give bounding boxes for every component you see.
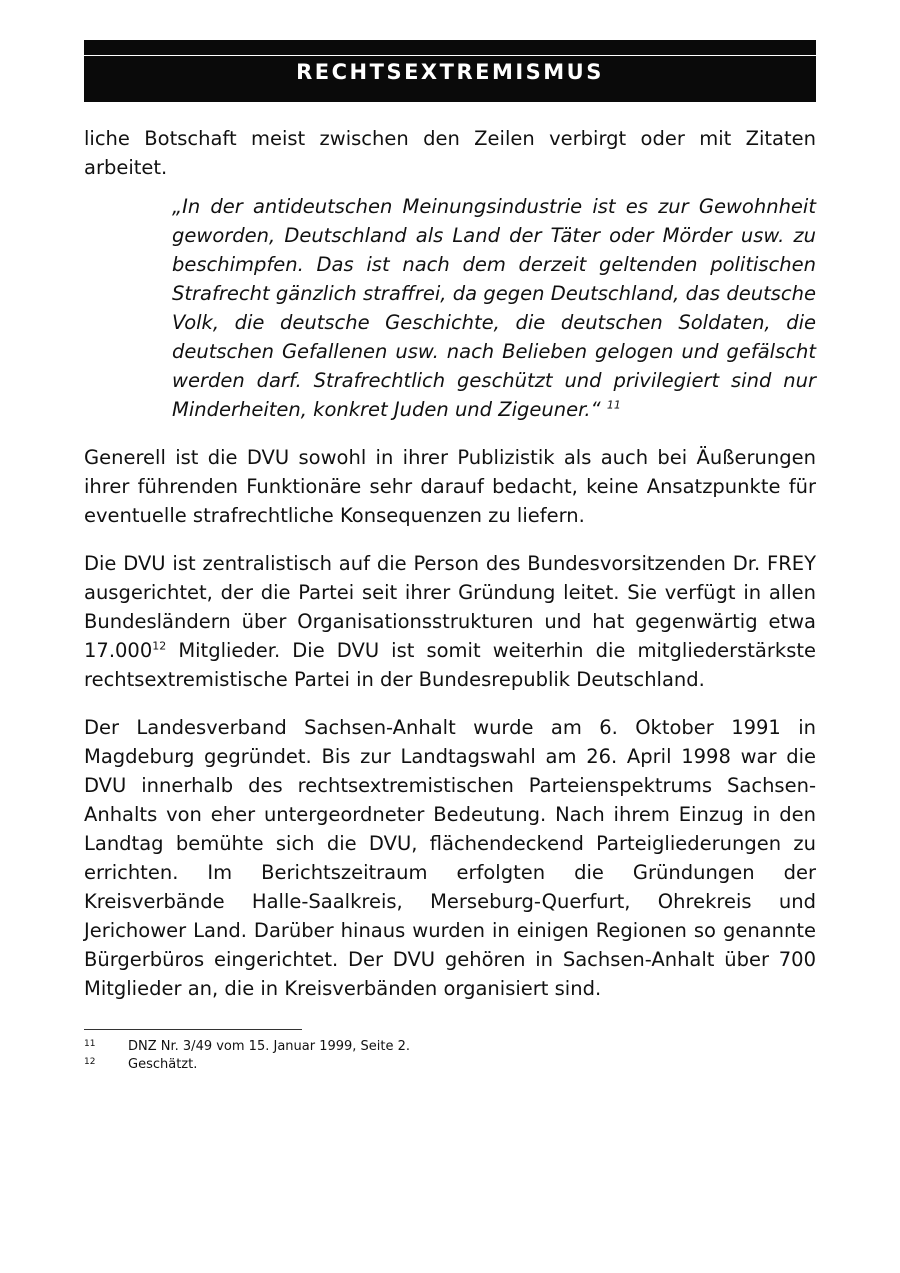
paragraph-text: Die DVU ist zentralistisch auf die Person des Bundesvorsitzenden Dr. FREY ausgerichtet, der die Partei seit ihrer Gründung leitet. Sie verfügt in allen Bundesländern über Organisationsstrukturen und hat gegenwärtig etwa 17.000 [84, 552, 816, 662]
footnote [84, 1056, 816, 1074]
paragraph-landesverband: Der Landesverband Sachsen-Anhalt wurde am 6. Oktober 1991 in Magdeburg gegründet. Bis zur Landtagswahl am 26. April 1998 war die DVU innerhalb des rechtsextremistischen Parteienspektrums Sachsen-Anhalts von eher untergeordneter Bedeutung. Nach ihrem Einzug in den Landtag bemühte sich die DVU, flächendeckend Parteigliederungen zu errichten. Im Berichtszeitraum erfolgten die Gründungen der Kreisverbände Halle-Saalkreis, Merseburg-Querfurt, Ohrekreis und Jerichower Land. Darüber hinaus wurden in einigen Regionen so genannte Bürgerbüros eingerichtet. Der DVU gehören in Sachsen-Anhalt über 700 Mitglieder an, die in Kreisverbänden organisiert sind. [84, 716, 816, 1000]
footnote [84, 1038, 816, 1056]
footnote-text: DNZ Nr. 3/49 vom 15. Januar 1999, Seite 2. [128, 1039, 411, 1054]
section-header [84, 40, 816, 102]
paragraph-continuation: liche Botschaft meist zwischen den Zeilen verbirgt oder mit Zitaten arbeitet. [84, 127, 816, 179]
footnotes [84, 1038, 816, 1074]
footnote-text: Geschätzt. [128, 1057, 198, 1072]
section-title: RECHTSEXTREMISMUS [296, 60, 604, 84]
document-page [84, 40, 816, 1074]
footnote-rule [84, 1029, 302, 1030]
footnote-ref-12: 12 [152, 639, 167, 653]
header-rule [84, 55, 816, 56]
paragraph-text: Mitglieder. Die DVU ist somit weiterhin die mitgliederstärkste rechtsextremistische Partei in der Bundesrepublik Deutschland. [84, 639, 816, 691]
paragraph-dvu-structure [84, 549, 816, 694]
quote-text: „In der antideutschen Meinungsindustrie ist es zur Gewohnheit geworden, Deutschland als Land der Täter oder Mörder usw. zu beschimpfen. Das ist nach dem derzeit geltenden politischen Strafrecht gänzlich straffrei, da gegen Deutschland, das deutsche Volk, die deutsche Geschichte, die deutschen Soldaten, die deutschen Gefallenen usw. nach Belieben gelogen und gefälscht werden darf. Strafrechtlich geschützt und privilegiert sind nur Minderheiten, konkret Juden und Zigeuner.“ [172, 195, 816, 421]
footnote-ref-11: 11 [606, 398, 621, 412]
block-quote [172, 192, 816, 424]
paragraph-dvu-publizistik: Generell ist die DVU sowohl in ihrer Publizistik als auch bei Äußerungen ihrer führenden Funktionäre sehr darauf bedacht, keine Ansatzpunkte für eventuelle strafrechtliche Konsequenzen zu liefern. [84, 446, 816, 527]
footnote-number: 12 [84, 1057, 96, 1067]
footnote-number: 11 [84, 1039, 96, 1049]
